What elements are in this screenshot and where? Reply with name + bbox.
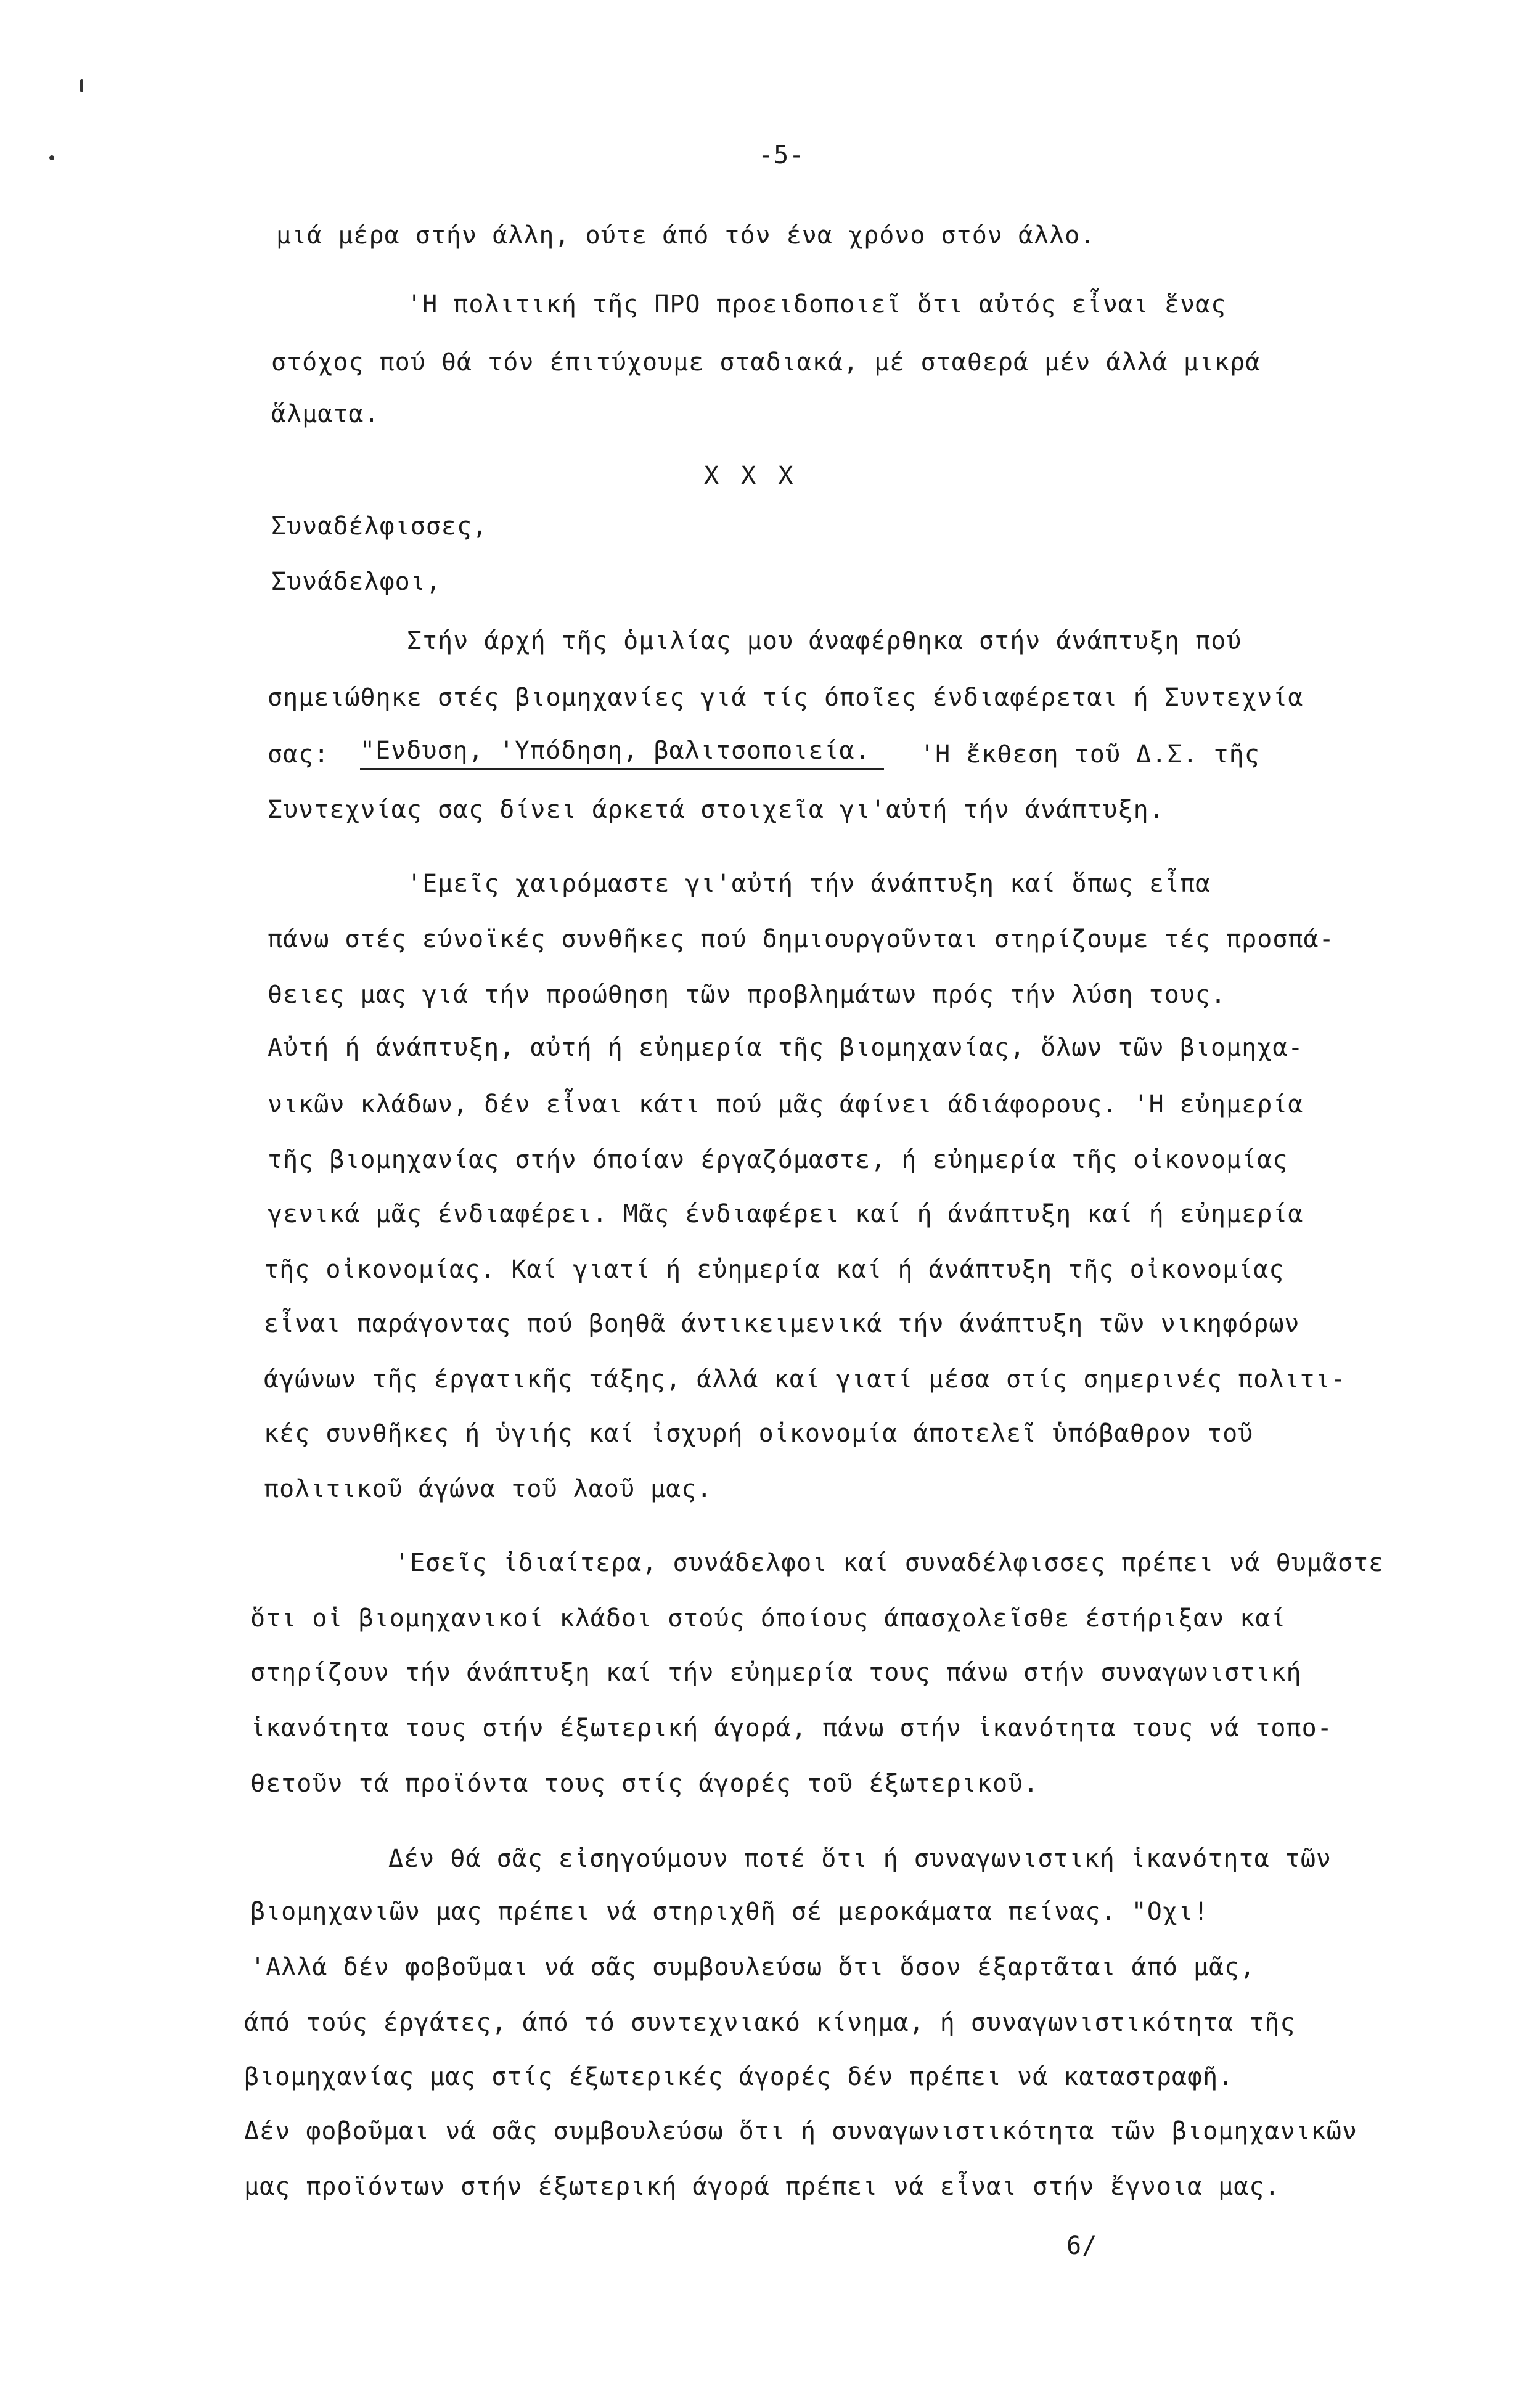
text-line: 'Εσεῖς ἰδιαίτερα, συνάδελφοι καί συναδέλφισσες πρέπει νά θυμᾶστε xyxy=(395,1549,1385,1577)
text-line: κές συνθῆκες ή ὑγιής καί ἰσχυρή οἰκονομία άποτελεῖ ὑπόβαθρον τοῦ xyxy=(264,1419,1254,1448)
text-line: 'Η ἔκθεση τοῦ Δ.Σ. τῆς xyxy=(920,740,1260,769)
text-line: Συντεχνίας σας δίνει άρκετά στοιχεῖα γι'αὐτή τήν άνάπτυξη. xyxy=(268,796,1164,824)
underline xyxy=(360,768,884,770)
text-line: 'Εμεῖς χαιρόμαστε γι'αὐτή τήν άνάπτυξη καί ὅπως εἶπα xyxy=(407,870,1211,898)
text-line: βιομηχανιῶν μας πρέπει νά στηριχθῆ σέ μεροκάματα πείνας. "Οχι! xyxy=(250,1898,1209,1926)
text-line: ὅτι οἱ βιομηχανικοί κλάδοι στούς όποίους άπασχολεῖσθε έστήριξαν καί xyxy=(250,1604,1287,1633)
text-line: βιομηχανίας μας στίς έξωτερικές άγορές δέν πρέπει νά καταστραφῆ. xyxy=(244,2063,1234,2091)
salutation: Συναδέλφισσες, xyxy=(271,512,488,541)
page-number: -5- xyxy=(758,141,805,169)
text-line: στόχος πού θά τόν έπιτύχουμε σταδιακά, μέ σταθερά μέν άλλά μικρά xyxy=(271,348,1261,377)
scan-speck xyxy=(49,155,54,160)
text-line: Δέν φοβοῦμαι νά σᾶς συμβουλεύσω ὅτι ή συναγωνιστικότητα τῶν βιομηχανικῶν xyxy=(244,2117,1357,2145)
text-line: ἱκανότητα τους στήν έξωτερική άγορά, πάνω στήν ἱκανότητα τους νά τοπο- xyxy=(250,1714,1333,1742)
text-line: ἅλματα. xyxy=(271,400,380,428)
next-page-indicator: 6/ xyxy=(1066,2232,1098,2260)
text-line: στηρίζουν τήν άνάπτυξη καί τήν εὐημερία τους πάνω στήν συναγωνιστική xyxy=(250,1659,1302,1687)
text-line: άγώνων τῆς έργατικῆς τάξης, άλλά καί γιατί μέσα στίς σημερινές πολιτι- xyxy=(264,1365,1346,1394)
text-line: θετοῦν τά προϊόντα τους στίς άγορές τοῦ έξωτερικοῦ. xyxy=(250,1769,1039,1798)
text-line: μας προϊόντων στήν έξωτερική άγορά πρέπει νά εἶναι στήν ἔγνοια μας. xyxy=(244,2173,1280,2201)
text-line: γενικά μᾶς ένδιαφέρει. Μᾶς ένδιαφέρει καί ή άνάπτυξη καί ή εὐημερία xyxy=(268,1200,1304,1228)
text-line: εἶναι παράγοντας πού βοηθᾶ άντικειμενικά τήν άνάπτυξη τῶν νικηφόρων xyxy=(264,1310,1300,1338)
section-divider: Χ Χ Χ xyxy=(704,462,797,490)
scan-speck xyxy=(80,79,83,92)
text-line: Αὐτή ή άνάπτυξη, αὐτή ή εὐημερία τῆς βιομηχανίας, ὅλων τῶν βιομηχα- xyxy=(268,1034,1304,1062)
text-line: πάνω στές εύνοϊκές συνθῆκες πού δημιουργοῦνται στηρίζουμε τές προσπά- xyxy=(268,925,1335,953)
text-line: άπό τούς έργάτες, άπό τό συντεχνιακό κίνημα, ή συναγωνιστικότητα τῆς xyxy=(244,2009,1296,2037)
text-line: 'Η πολιτική τῆς ΠΡΟ προειδοποιεῖ ὅτι αὐτός εἶναι ἕνας xyxy=(407,290,1227,319)
text-line: θειες μας γιά τήν προώθηση τῶν προβλημάτων πρός τήν λύση τους. xyxy=(268,981,1227,1009)
text-line: τῆς βιομηχανίας στήν όποίαν έργαζόμαστε, ή εὐημερία τῆς οἰκονομίας xyxy=(268,1146,1288,1174)
salutation: Συνάδελφοι, xyxy=(271,568,441,596)
text-line: νικῶν κλάδων, δέν εἶναι κάτι πού μᾶς άφίνει άδιάφορους. 'Η εὐημερία xyxy=(268,1090,1304,1119)
text-line: 'Αλλά δέν φοβοῦμαι νά σᾶς συμβουλεύσω ὅτι ὅσον έξαρτᾶται άπό μᾶς, xyxy=(250,1953,1256,1981)
text-line: σημειώθηκε στές βιομηχανίες γιά τίς όποῖες ένδιαφέρεται ή Συντεχνία xyxy=(268,684,1304,712)
text-line: τῆς οἰκονομίας. Καί γιατί ή εὐημερία καί ή άνάπτυξη τῆς οἰκονομίας xyxy=(264,1255,1285,1284)
text-line: μιά μέρα στήν άλλη, ούτε άπό τόν ένα χρόνο στόν άλλο. xyxy=(276,221,1096,250)
text-line: πολιτικοῦ άγώνα τοῦ λαοῦ μας. xyxy=(264,1475,713,1503)
underlined-industries: "Ενδυση, 'Υπόδηση, βαλιτσοποιεία. xyxy=(360,737,870,765)
text-line: σας: xyxy=(268,740,330,769)
text-line: Στήν άρχή τῆς ὁμιλίας μου άναφέρθηκα στήν άνάπτυξη πού xyxy=(407,627,1242,655)
text-line: Δέν θά σᾶς εἰσηγούμουν ποτέ ὅτι ή συναγωνιστική ἱκανότητα τῶν xyxy=(388,1845,1332,1873)
